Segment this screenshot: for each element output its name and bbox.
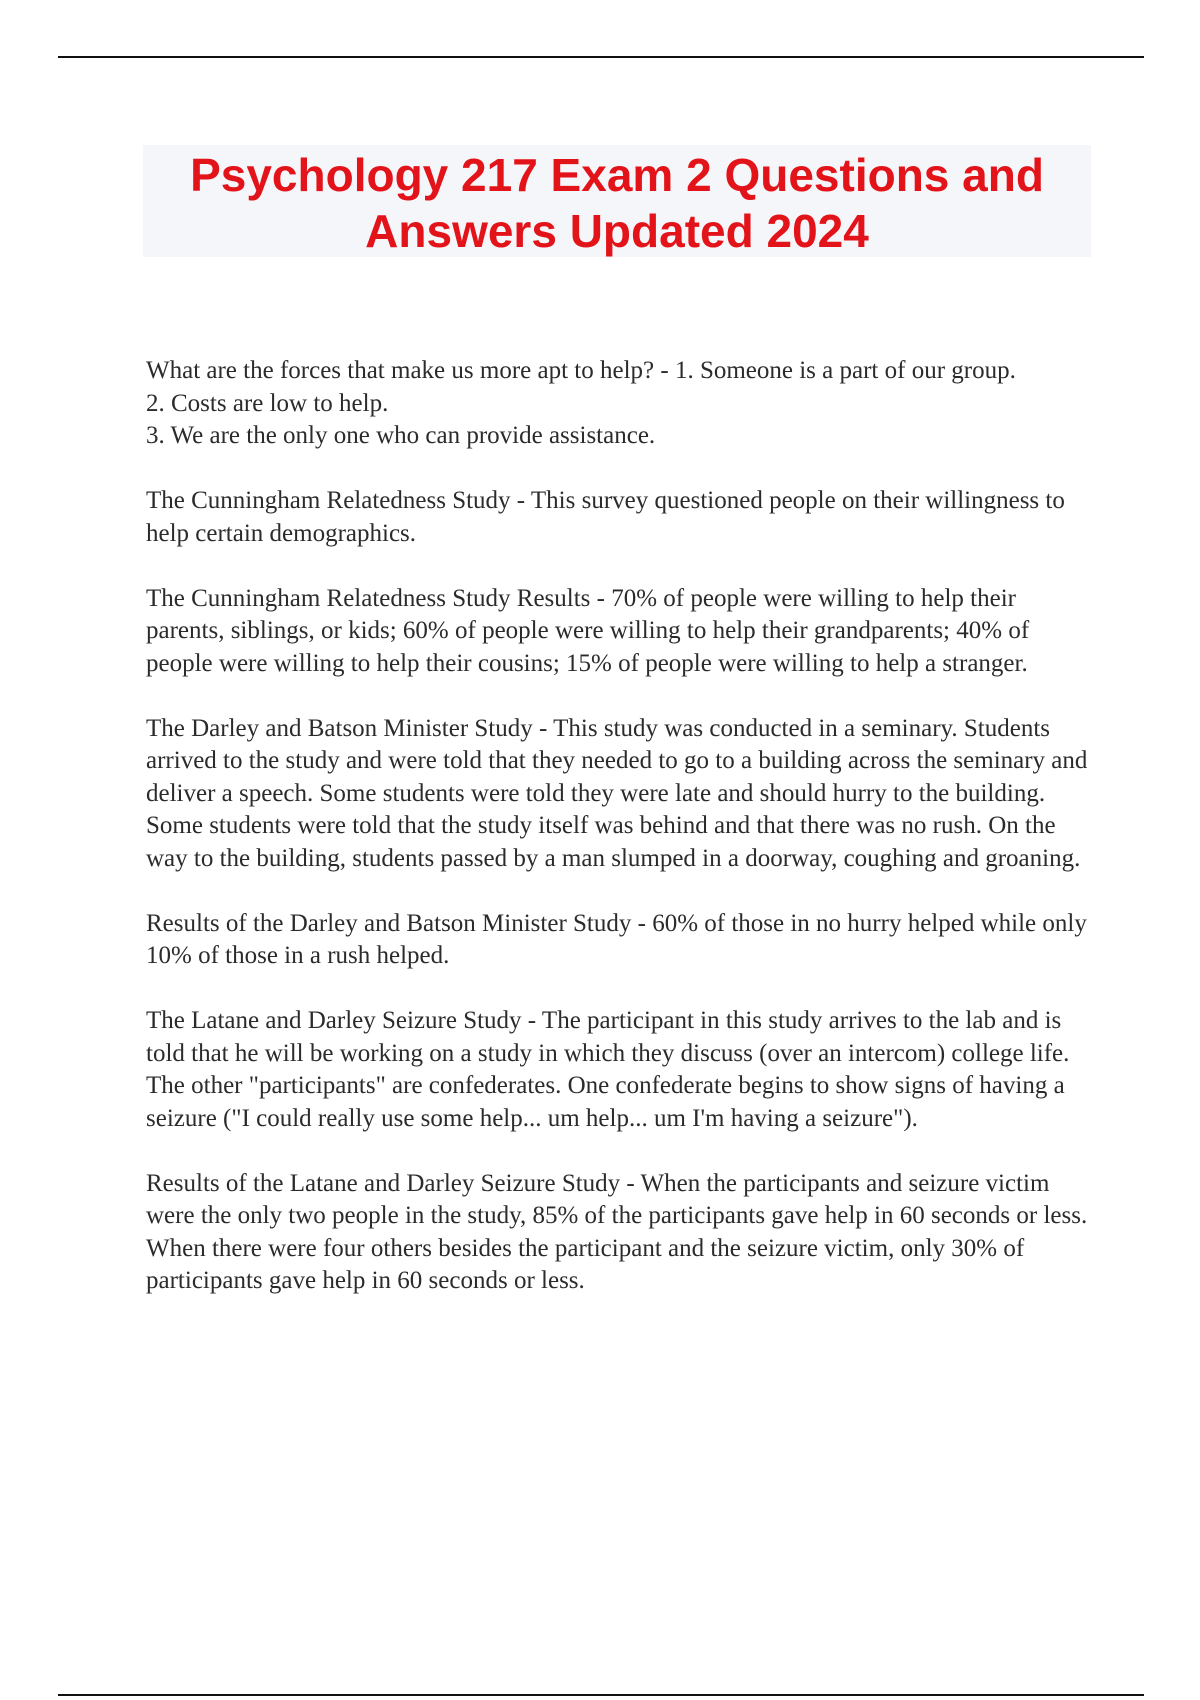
entry-text: The Latane and Darley Seizure Study - The participant in this study arrives to the lab and is told that he will be working on a study in which they discuss (over an intercom) college life. The other "participants" are confederates. One confederate begins to show signs of having a seizure ("I could really use some help... um help... um I'm having a seizure").: [146, 1007, 1070, 1132]
bottom-rule: [58, 1694, 1144, 1696]
entry-text: Results of the Latane and Darley Seizure Study - When the participants and seizure victim were the only two people in the study, 85% of the participants gave help in 60 seconds or less. When there were four others besides the participant and the seizure victim, only 30% of participants gave help in 60 seconds or less.: [146, 1169, 1088, 1294]
title-line-1: Psychology 217 Exam 2 Questions and: [190, 149, 1044, 201]
qa-entry-seizure-results: [146, 1168, 1091, 1298]
entry-text: 3. We are the only one who can provide assistance.: [146, 422, 656, 449]
title-banner: [143, 145, 1091, 257]
qa-entry-forces-to-help: [146, 355, 1091, 453]
page-title: [143, 145, 1091, 259]
entry-text: The Cunningham Relatedness Study Results - 70% of people were willing to help their parents, siblings, or kids; 60% of people were willing to help their grandparents; 40% of people were willing to help their cousins; 15% of people were willing to help a stranger.: [146, 584, 1030, 677]
entry-text: The Cunningham Relatedness Study - This survey questioned people on their willingness to help certain demographics.: [146, 487, 1065, 547]
qa-content: [146, 355, 1091, 1330]
qa-entry-seizure-study: [146, 1005, 1091, 1135]
entry-text: Results of the Darley and Batson Minister Study - 60% of those in no hurry helped while only 10% of those in a rush helped.: [146, 909, 1087, 969]
entry-text: What are the forces that make us more apt to help? - 1. Someone is a part of our group.: [146, 357, 1016, 384]
qa-entry-cunningham-study: [146, 485, 1091, 550]
qa-entry-darley-batson-results: [146, 908, 1091, 973]
qa-entry-cunningham-results: [146, 583, 1091, 681]
title-line-2: Answers Updated 2024: [365, 205, 869, 257]
entry-text: The Darley and Batson Minister Study - This study was conducted in a seminary. Students arrived to the study and were told that they needed to go to a building across the seminary and deliver a speech. Some students were told they were late and should hurry to the building. Some students were told that the study itself was behind and that there was no rush. On the way to the building, students passed by a man slumped in a doorway, coughing and groaning.: [146, 714, 1088, 872]
qa-entry-darley-batson-study: [146, 713, 1091, 876]
top-rule: [58, 56, 1144, 58]
entry-text: 2. Costs are low to help.: [146, 389, 389, 417]
